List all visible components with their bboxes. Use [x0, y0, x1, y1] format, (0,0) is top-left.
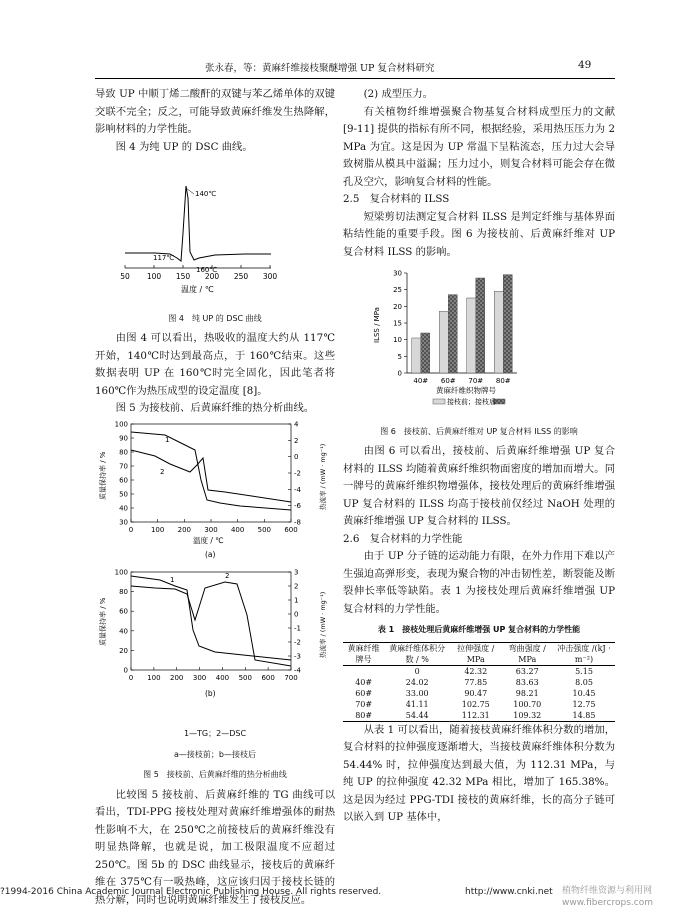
- x-tick-label: 400: [230, 525, 245, 534]
- table-row: [343, 665, 615, 677]
- paragraph: 从表 1 可以看出，随着接枝黄麻纤维体积分数的增加，复合材料的拉伸强度逐渐增大，当接枝黄麻纤维体积分数为 54.44% 时，拉伸强度达到最大值，为 112.31 MPa，与纯 UP 的拉伸强度 42.32 MPa 相比，增加了 165.38%。这是因为经过 PPG-TDI 接枝的黄麻纤维，长的高分子链可以嵌入到 UP 基体中，: [343, 723, 615, 823]
- table-1: [343, 642, 615, 722]
- fig5-caption: 图 5 接枝前、后黄麻纤维的热分析曲线: [143, 770, 287, 779]
- x-tick-label: 300: [192, 673, 207, 682]
- thermal-chart-fig5: [95, 420, 335, 716]
- x-tick-label: 50: [120, 272, 130, 281]
- table-header-cell: 黄麻纤维牌号: [343, 642, 384, 665]
- table-cell: 33.00: [405, 688, 429, 698]
- fig6-xlabel: 黄麻纤维织物牌号: [436, 386, 496, 395]
- y-tick-label: 25: [393, 286, 402, 295]
- ilss-bar-chart: [343, 263, 615, 413]
- ylabel-left-a: 质量保持率 / %: [99, 451, 107, 500]
- y-tick-label-right: -4: [294, 666, 301, 674]
- y-tick-label-right: 1: [294, 596, 299, 604]
- table-cell: 40#: [355, 677, 373, 687]
- x-tick-label: 150: [175, 272, 191, 281]
- y-tick-label: 30: [393, 269, 402, 278]
- table-cell: [343, 665, 384, 677]
- table-header-cell: 冲击强度 /(kJ · m⁻²): [553, 642, 615, 665]
- y-tick-label: 100: [114, 568, 128, 576]
- y-tick-label: 60: [119, 476, 128, 484]
- y-tick-label: 80: [119, 448, 128, 456]
- curve-label-2: 2: [225, 571, 230, 580]
- ylabel-right-b: 热流率 / (mW · mg⁻¹): [319, 591, 327, 658]
- x-tick-label: 600: [261, 673, 275, 682]
- x-tick-label: 300: [262, 272, 278, 281]
- table-cell: 70#: [355, 699, 373, 709]
- y-tick-label: 50: [119, 490, 128, 498]
- bar-after-40#: [421, 333, 430, 373]
- table-cell: 0: [414, 666, 420, 676]
- ylabel-left-b: 质量保持率 / %: [99, 597, 107, 646]
- table-cell: 42.32: [464, 666, 488, 676]
- fig6-ylabel: ILSS / MPa: [373, 307, 381, 343]
- page-number: 49: [578, 59, 592, 71]
- paragraph: 由图 6 可以看出，接枝前、后黄麻纤维增强 UP 复合材料的 ILSS 均随着黄麻纤维织物面密度的增加而增大。同一牌号的黄麻纤维织物增强体，接枝处理后的黄麻纤维增强 UP 复合材料的 ILSS 均高于接枝前仅经过 NaOH 处理的黄麻纤维增强 UP 复合材料的 ILSS。: [343, 445, 615, 527]
- table-header-cell: 黄麻纤维体积分数 / %: [384, 642, 450, 665]
- annotation-160: 160℃: [196, 266, 218, 274]
- paragraph: 导致 UP 中顺丁烯二酸酐的双键与苯乙烯单体的双键交联不完全；反之，可能导致黄麻纤维发生热降解，影响材料的力学性能。: [95, 88, 335, 135]
- paragraph: 由于 UP 分子链的运动能力有限，在外力作用下难以产生强迫高弹形变，表现为聚合物的冲击韧性差，断裂能及断裂伸长率低等缺陷。表 1 为接枝处理后黄麻纤维增强 UP 复合材料的力学性能。: [343, 550, 615, 615]
- x-tick-label: 100: [150, 525, 165, 534]
- y-tick-label-right: 0: [294, 610, 299, 618]
- curve-label-1: 1: [170, 575, 175, 584]
- right-column: [343, 86, 615, 827]
- table-cell: 5.15: [575, 666, 593, 676]
- table-cell: 41.11: [405, 699, 429, 709]
- y-tick-label-right: 2: [294, 582, 299, 590]
- x-tick-label: 200: [177, 525, 192, 534]
- watermark: 植物纤维资源与利用网 www.fibercrops.com: [562, 886, 653, 908]
- table-cell: 54.44: [384, 710, 450, 722]
- y-tick-label: 60: [119, 607, 128, 616]
- y-tick-label: 40: [119, 504, 128, 512]
- fig6-caption: 图 6 接枝前、后黄麻纤维对 UP 复合材料 ILSS 的影响: [380, 426, 578, 436]
- fig4-caption: 图 4 纯 UP 的 DSC 曲线: [168, 313, 262, 323]
- y-tick-label: 0: [123, 666, 128, 674]
- x-tick-label: 400: [215, 673, 230, 682]
- paragraph: 由图 4 可以看出，热吸收的温度大约从 117℃开始，140℃时达到最高点，于 160℃结束。这些数据表明 UP 在 160℃时完全固化，因此笔者将 160℃作为热压成型的设定温度 [8]。: [95, 332, 335, 397]
- running-title: 张永春，等：黄麻纤维接枝聚醚增强 UP 复合材料研究: [205, 63, 435, 74]
- x-tick-label: 700: [284, 673, 298, 682]
- x-tick-label: 200: [170, 673, 184, 682]
- section-heading-2-6: 2.6 复合材料的力学性能: [343, 532, 463, 545]
- table-cell: 14.85: [553, 710, 615, 722]
- y-tick-label: 0: [397, 369, 402, 378]
- table-cell: 100.70: [513, 699, 542, 709]
- x-tick-label: 100: [146, 272, 162, 281]
- paragraph: 短梁剪切法测定复合材料 ILSS 是判定纤维与基体界面粘结性能的重要手段。图 6 为接枝前、后黄麻纤维对 UP 复合材料 ILSS 的影响。: [343, 210, 615, 258]
- x-tick-label: 500: [257, 525, 272, 534]
- y-tick-label: 80: [119, 587, 128, 596]
- header-rule: [95, 78, 615, 79]
- bar-after-60#: [448, 295, 457, 373]
- y-tick-label-right: -3: [294, 652, 301, 660]
- table-row: [343, 688, 615, 699]
- curve-label-1: 1: [165, 435, 170, 444]
- x-tick-label: 60#: [440, 377, 456, 385]
- y-tick-label-right: 3: [294, 568, 299, 576]
- table-cell: 24.02: [405, 677, 429, 687]
- footer-copyright: ?1994-2016 China Academic Journal Electronic Publishing House. All rights reserved.: [0, 887, 382, 897]
- x-tick-label: 100: [147, 673, 161, 682]
- left-column: [95, 86, 335, 909]
- table-cell: 80#: [343, 710, 384, 722]
- table-cell: 8.05: [575, 677, 593, 687]
- footer-url: http://www.cnki.net: [465, 887, 553, 897]
- table-cell: 10.45: [572, 688, 596, 698]
- table-cell: 60#: [355, 688, 373, 698]
- table-header-cell: 拉伸强度 / MPa: [450, 642, 501, 665]
- y-tick-label-right: -2: [294, 638, 301, 646]
- y-tick-label-right: 4: [294, 420, 299, 428]
- y-tick-label: 15: [393, 319, 402, 328]
- table-cell: 90.47: [464, 688, 488, 698]
- table-cell: 83.63: [515, 677, 539, 687]
- sub-heading: (2) 成型压力。: [363, 88, 433, 100]
- table-row: [343, 699, 615, 710]
- bar-before-40#: [412, 338, 421, 373]
- y-tick-label: 20: [393, 302, 402, 311]
- bar-before-70#: [467, 298, 476, 373]
- panel-a-label: (a): [205, 549, 216, 559]
- y-tick-label-right: -2: [294, 469, 301, 477]
- fig5-legend-2: a—接枝前；b—接枝后: [174, 749, 256, 759]
- y-tick-label-right: -6: [294, 501, 301, 510]
- legend-swatch-before: [433, 399, 445, 404]
- annotation-140: 140℃: [195, 190, 217, 198]
- y-tick-label: 40: [119, 626, 128, 635]
- x-tick-label: 200: [204, 272, 220, 281]
- x-tick-label: 250: [233, 272, 249, 281]
- table1-caption: 表 1 接枝处理后黄麻纤维增强 UP 复合材料的力学性能: [377, 625, 581, 634]
- legend-text: 接枝前；接枝后: [447, 398, 496, 406]
- x-tick-label: 80#: [495, 377, 511, 385]
- y-tick-label: 100: [114, 420, 128, 428]
- x-tick-label: 0: [128, 673, 134, 682]
- table-cell: 109.32: [502, 710, 553, 722]
- curve-label-2: 2: [160, 467, 165, 476]
- fig4-xlabel: 温度 / ℃: [181, 285, 214, 294]
- paragraph: 图 5 为接枝前、后黄麻纤维的热分析曲线。: [115, 402, 315, 414]
- bar-after-80#: [503, 275, 512, 373]
- annotation-117: 117℃: [153, 254, 175, 262]
- x-tick-label: 70#: [468, 377, 484, 385]
- bar-after-70#: [476, 278, 485, 373]
- y-tick-label: 20: [119, 646, 128, 655]
- dsc-chart-fig4: [95, 158, 335, 300]
- table-cell: 112.31: [450, 710, 501, 722]
- table-cell: 102.75: [461, 699, 490, 709]
- table-cell: 12.75: [572, 699, 596, 709]
- y-tick-label-right: -1: [294, 624, 301, 632]
- y-tick-label-right: 2: [294, 436, 299, 445]
- y-tick-label: 70: [119, 462, 128, 470]
- ylabel-right-a: 热流率 / (mW · mg⁻¹): [319, 443, 327, 510]
- bar-before-60#: [439, 311, 448, 373]
- table-cell: 77.85: [464, 677, 488, 687]
- figure-4: [95, 158, 335, 327]
- paragraph: 有关植物纤维增强聚合物基复合材料成型压力的文献 [9-11] 提供的指标有所不同，根据经验，采用热压压力为 2 MPa 为宜。这是因为 UP 常温下呈粘流态，压力过大会导致树脂从模具中溢漏；压力过小，则复合材料可能会存在微孔及空穴，影响复合材料的性能。: [343, 105, 615, 188]
- fig5a-xlabel: 温度 / ℃: [193, 535, 224, 545]
- panel-b-label: (b): [205, 688, 216, 698]
- paragraph: 图 4 为纯 UP 的 DSC 曲线。: [115, 140, 253, 153]
- fig5-legend-1: 1—TG；2—DSC: [183, 729, 247, 738]
- x-tick-label: 0: [128, 525, 134, 534]
- x-tick-label: 500: [238, 673, 252, 682]
- x-tick-label: 600: [284, 525, 298, 534]
- table-cell: 63.27: [515, 666, 539, 676]
- x-tick-label: 300: [204, 525, 218, 534]
- y-tick-label-right: -4: [294, 485, 301, 494]
- y-tick-label: 5: [397, 352, 402, 361]
- y-tick-label-right: -8: [294, 518, 301, 526]
- table-header-cell: 弯曲强度 / MPa: [502, 642, 553, 665]
- y-tick-label: 90: [119, 434, 128, 442]
- paragraph: 比较图 5 接枝前、后黄麻纤维的 TG 曲线可以看出，TDI-PPG 接枝处理对黄麻纤维增强体的耐热性影响不大，在 250℃之前接枝后的黄麻纤维没有明显热降解，也就是说，加工极限温度不应超过 250℃。图 5b 的 DSC 曲线显示，接枝后的黄麻纤维在 375℃有一吸热峰，这应该归因于接枝长链的热分解，同时也说明黄麻纤维发生了接枝反应。: [95, 788, 335, 906]
- section-heading-2-5: 2.5 复合材料的 ILSS: [343, 193, 450, 205]
- table-row: [343, 710, 615, 722]
- y-tick-label: 30: [119, 518, 128, 526]
- bar-before-80#: [494, 291, 503, 373]
- y-tick-label-right: 0: [294, 452, 299, 461]
- figure-5: [95, 420, 335, 784]
- x-tick-label: 40#: [413, 377, 429, 385]
- running-header: [0, 60, 677, 74]
- figure-6: [343, 263, 615, 440]
- y-tick-label: 10: [393, 336, 402, 345]
- table-row: [343, 677, 615, 688]
- table-cell: 98.21: [515, 688, 539, 698]
- fig6-legend: [433, 397, 505, 406]
